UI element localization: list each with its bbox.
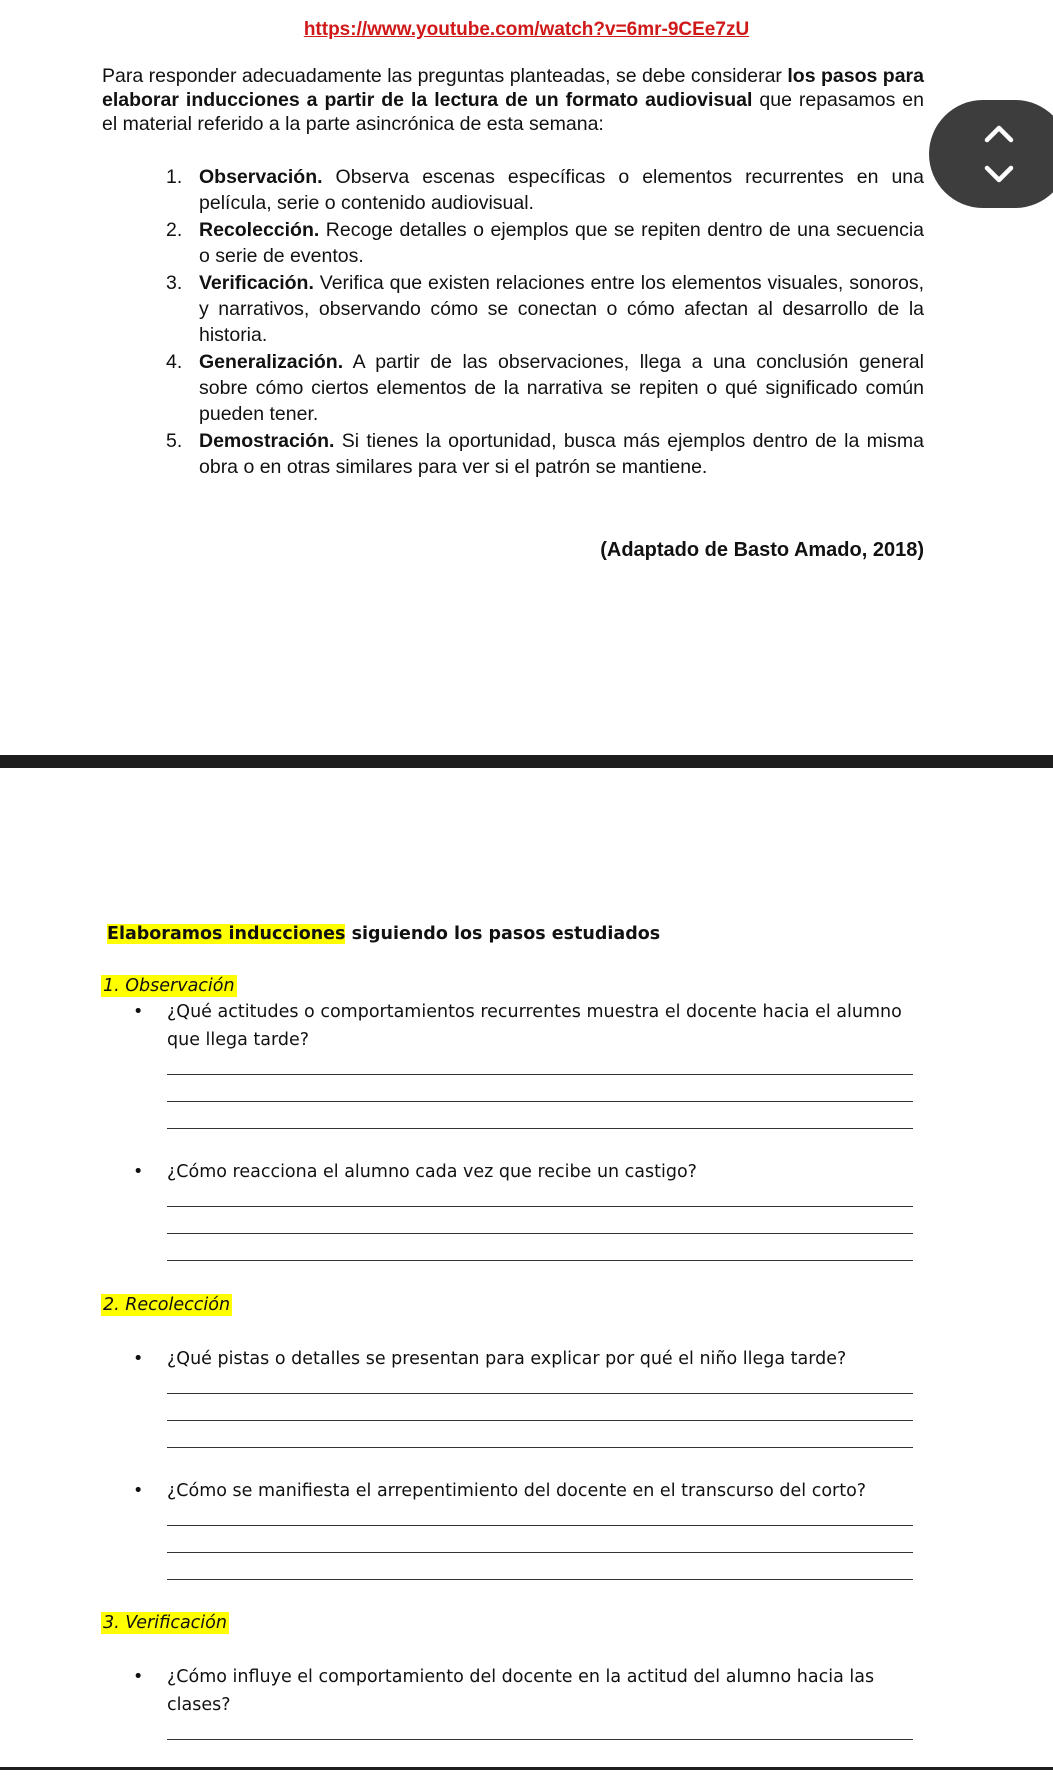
bullet: •: [133, 1002, 144, 1022]
page-navigation: [929, 100, 1053, 208]
question-text: [130, 1477, 925, 1505]
question-label: ¿Cómo se manifiesta el arrepentimiento del docente en el transcurso del corto?: [167, 1481, 867, 1501]
bullet: •: [133, 1667, 144, 1687]
step-name: Observación.: [199, 166, 323, 188]
bullet: •: [133, 1481, 144, 1501]
page-separator: [0, 755, 1053, 768]
chevron-up-icon[interactable]: [983, 118, 1015, 150]
step-description: Recoge detalles o ejemplos que se repiten dentro de una secuencia o serie de eventos.: [199, 219, 924, 267]
step-item-recoleccion: [166, 217, 924, 269]
step-description: A partir de las observaciones, llega a una conclusión general sobre cómo ciertos elementos de la narrativa se repiten o qué significado común pueden tener.: [199, 351, 924, 425]
section-label-recoleccion: 2. Recolección: [103, 1295, 231, 1315]
question-label: ¿Qué actitudes o comportamientos recurrentes muestra el docente hacia el alumno que llega tarde?: [167, 1002, 902, 1050]
question-text: [130, 1663, 925, 1719]
answer-line[interactable]: [167, 1394, 913, 1421]
step-number: 4.: [166, 351, 183, 373]
answer-line[interactable]: [167, 1207, 913, 1234]
intro-text-start: Para responder adecuadamente las preguntas planteadas, se debe considerar: [102, 65, 788, 87]
answer-line[interactable]: [167, 1102, 913, 1129]
step-description: Verifica que existen relaciones entre los elementos visuales, sonoros, y narrativos, observando cómo se conectan o cómo afectan al desarrollo de la historia.: [199, 272, 924, 346]
youtube-link[interactable]: https://www.youtube.com/watch?v=6mr-9CEe7zU: [303, 19, 750, 40]
step-name: Demostración.: [199, 430, 335, 452]
step-item-observacion: [166, 164, 924, 216]
step-description: Observa escenas específicas o elementos recurrentes en una película, serie o contenido audiovisual.: [199, 166, 924, 214]
answer-line[interactable]: [167, 1526, 913, 1553]
chevron-down-icon[interactable]: [983, 158, 1015, 190]
answer-line[interactable]: [167, 1054, 913, 1075]
step-name: Verificación.: [199, 272, 314, 294]
step-number: 5.: [166, 430, 183, 452]
activity-title: [107, 924, 660, 944]
intro-text-bold: los pasos para elaborar inducciones a partir de la lectura de un formato audiovisual: [102, 65, 924, 111]
question-label: ¿Qué pistas o detalles se presentan para explicar por qué el niño llega tarde?: [167, 1349, 847, 1369]
question-item: [130, 1663, 925, 1740]
step-number: 2.: [166, 219, 183, 241]
bullet: •: [133, 1162, 144, 1182]
step-number: 1.: [166, 166, 183, 188]
question-text: [130, 998, 925, 1054]
section-label-observacion: 1. Observación: [103, 976, 235, 996]
step-description: Si tienes la oportunidad, busca más ejemplos dentro de la misma obra o en otras similares para ver si el patrón se mantiene.: [199, 430, 924, 478]
answer-line[interactable]: [167, 1234, 913, 1261]
question-item: [130, 1477, 925, 1580]
question-label: ¿Cómo reacciona el alumno cada vez que recibe un castigo?: [167, 1162, 697, 1182]
activity-title-rest: siguiendo los pasos estudiados: [345, 924, 661, 944]
citation: (Adaptado de Basto Amado, 2018): [600, 539, 924, 561]
question-item: [130, 1158, 925, 1261]
answer-line[interactable]: [167, 1421, 913, 1448]
question-text: [130, 1345, 925, 1373]
question-text: [130, 1158, 925, 1186]
bullet: •: [133, 1349, 144, 1369]
answer-line[interactable]: [167, 1719, 913, 1740]
answer-line[interactable]: [167, 1075, 913, 1102]
step-name: Recolección.: [199, 219, 320, 241]
answer-line[interactable]: [167, 1373, 913, 1394]
section-label-verificacion: 3. Verificación: [103, 1613, 227, 1633]
question-label: ¿Cómo influye el comportamiento del docente en la actitud del alumno hacia las clases?: [167, 1667, 875, 1715]
step-name: Generalización.: [199, 351, 344, 373]
question-item: [130, 1345, 925, 1448]
intro-text-end: que repasamos en el material referido a la parte asincrónica de esta semana:: [102, 89, 924, 135]
steps-list: [166, 164, 924, 481]
activity-title-highlight: Elaboramos inducciones: [107, 924, 346, 944]
step-item-generalizacion: [166, 349, 924, 427]
answer-line[interactable]: [167, 1186, 913, 1207]
step-item-verificacion: [166, 270, 924, 348]
intro-paragraph: [102, 64, 924, 136]
question-item: [130, 998, 925, 1129]
step-number: 3.: [166, 272, 183, 294]
page-bottom-rule: [0, 1767, 1053, 1770]
step-item-demostracion: [166, 428, 924, 480]
answer-line[interactable]: [167, 1553, 913, 1580]
answer-line[interactable]: [167, 1505, 913, 1526]
